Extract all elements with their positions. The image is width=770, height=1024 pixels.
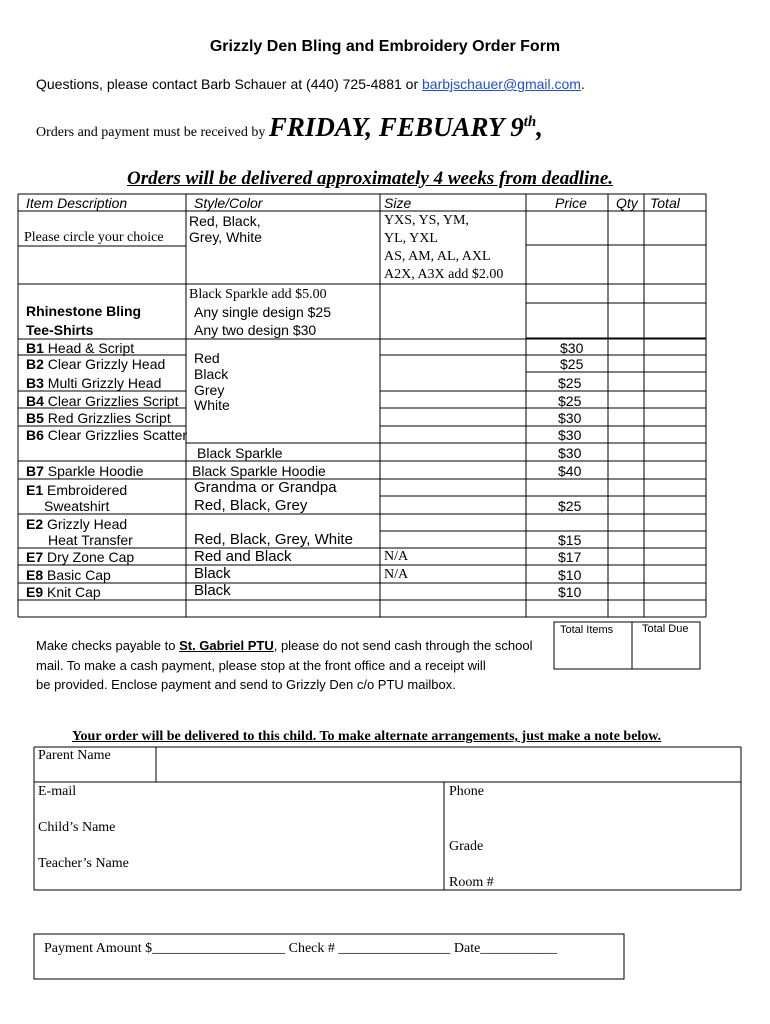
size-e8: N/A	[384, 567, 409, 582]
total-due-label: Total Due	[642, 623, 689, 635]
item-b6: B6 Clear Grizzlies Scatter	[26, 427, 188, 443]
item-b3: B3 Multi Grizzly Head	[26, 375, 162, 391]
item-e8: E8 Basic Cap	[26, 567, 111, 583]
style-e1: Grandma or Grandpa	[194, 479, 337, 496]
size-line-1: YXS, YS, YM,	[384, 213, 469, 228]
style-e2: Red, Black, Grey, White	[194, 531, 353, 548]
price-b3: $25	[558, 375, 582, 391]
section-title-line-2: Tee-Shirts	[26, 322, 94, 338]
child-name-label: Child’s Name	[38, 820, 116, 835]
header-item: Item Description	[26, 195, 128, 211]
payee-name: St. Gabriel PTU	[179, 638, 274, 653]
item-e9: E9 Knit Cap	[26, 584, 101, 600]
price-e9: $10	[558, 584, 582, 600]
price-e2: $15	[558, 532, 582, 548]
style-b7: Black Sparkle Hoodie	[192, 463, 326, 479]
payment-amount-line: Payment Amount $___________________ Check # ________________ Date___________	[44, 941, 558, 956]
item-e1-line-2: Sweatshirt	[44, 498, 110, 514]
item-e2: E2 Grizzly Head	[26, 516, 128, 532]
price-b4: $25	[558, 393, 582, 409]
header-style: Style/Color	[194, 195, 263, 211]
tee-color-grey: Grey	[194, 382, 225, 398]
page-title: Grizzly Den Bling and Embroidery Order Form	[209, 38, 561, 55]
deadline-line: Orders and payment must be received by FRIDAY, FEBUARY 9th,	[36, 112, 543, 142]
price-black-sparkle: $30	[558, 445, 582, 461]
price-b2: $25	[560, 356, 584, 372]
parent-name-label: Parent Name	[38, 748, 111, 763]
size-line-2: YL, YXL	[384, 231, 438, 246]
item-e7: E7 Dry Zone Cap	[26, 549, 135, 565]
item-b5: B5 Red Grizzlies Script	[26, 410, 171, 426]
header-total: Total	[650, 195, 680, 211]
item-e1: E1 Embroidered	[26, 482, 128, 498]
pricing-note-single: Any single design $25	[194, 304, 331, 320]
tee-color-white: White	[194, 397, 230, 413]
style-e7: Red and Black	[194, 548, 292, 565]
price-b6: $30	[558, 427, 582, 443]
style-e9: Black	[194, 582, 231, 599]
pricing-note-two: Any two design $30	[194, 322, 317, 338]
style-e8: Black	[194, 565, 231, 582]
item-b7: B7 Sparkle Hoodie	[26, 463, 144, 479]
payment-instructions: Make checks payable to St. Gabriel PTU, please do not send cash through the school mail. To make a cash payment, please stop at the front office and a receipt will be provided. Enclose payment and send to Grizzly Den c/o PTU mailbox.	[36, 638, 533, 692]
style-e1-line-2: Red, Black, Grey	[194, 497, 308, 514]
price-e7: $17	[558, 549, 582, 565]
size-line-4: A2X, A3X add $2.00	[384, 267, 504, 282]
grade-label: Grade	[449, 839, 484, 854]
delivery-note: Orders will be delivered approximately 4 weeks from deadline.	[126, 168, 613, 189]
email-label: E-mail	[38, 784, 77, 799]
price-e1: $25	[558, 498, 582, 514]
deadline-date: FRIDAY, FEBUARY 9th,	[268, 112, 543, 142]
price-b5: $30	[558, 410, 582, 426]
header-qty: Qty	[616, 195, 638, 211]
header-price: Price	[555, 195, 587, 211]
price-e8: $10	[558, 567, 582, 583]
section-title-line-1: Rhinestone Bling	[26, 303, 142, 319]
room-label: Room #	[449, 875, 494, 890]
price-b1: $30	[560, 340, 584, 356]
black-sparkle-label: Black Sparkle	[197, 445, 283, 461]
tee-color-red: Red	[194, 350, 220, 366]
size-line-3: AS, AM, AL, AXL	[384, 249, 491, 264]
item-b2: B2 Clear Grizzly Head	[26, 356, 166, 372]
item-e2-line-2: Heat Transfer	[48, 532, 133, 548]
circle-instruction: Please circle your choice	[24, 230, 164, 245]
phone-label: Phone	[449, 784, 484, 799]
style-colors-line-1: Red, Black,	[189, 213, 261, 229]
pricing-note-sparkle: Black Sparkle add $5.00	[189, 287, 327, 302]
price-b7: $40	[558, 463, 582, 479]
child-delivery-note: Your order will be delivered to this child. To make alternate arrangements, just make a note below.	[72, 729, 662, 744]
email-link[interactable]: barbjschauer@gmail.com	[422, 76, 581, 92]
style-colors-line-2: Grey, White	[189, 229, 262, 245]
teacher-name-label: Teacher’s Name	[38, 856, 129, 871]
item-b4: B4 Clear Grizzlies Script	[26, 393, 179, 409]
header-size: Size	[384, 195, 412, 211]
total-items-label: Total Items	[560, 624, 614, 636]
size-e7: N/A	[384, 549, 409, 564]
tee-color-black: Black	[194, 366, 229, 382]
item-b1: B1 Head & Script	[26, 340, 135, 356]
contact-line: Questions, please contact Barb Schauer at (440) 725-4881 or barbjschauer@gmail.com.	[36, 76, 585, 92]
